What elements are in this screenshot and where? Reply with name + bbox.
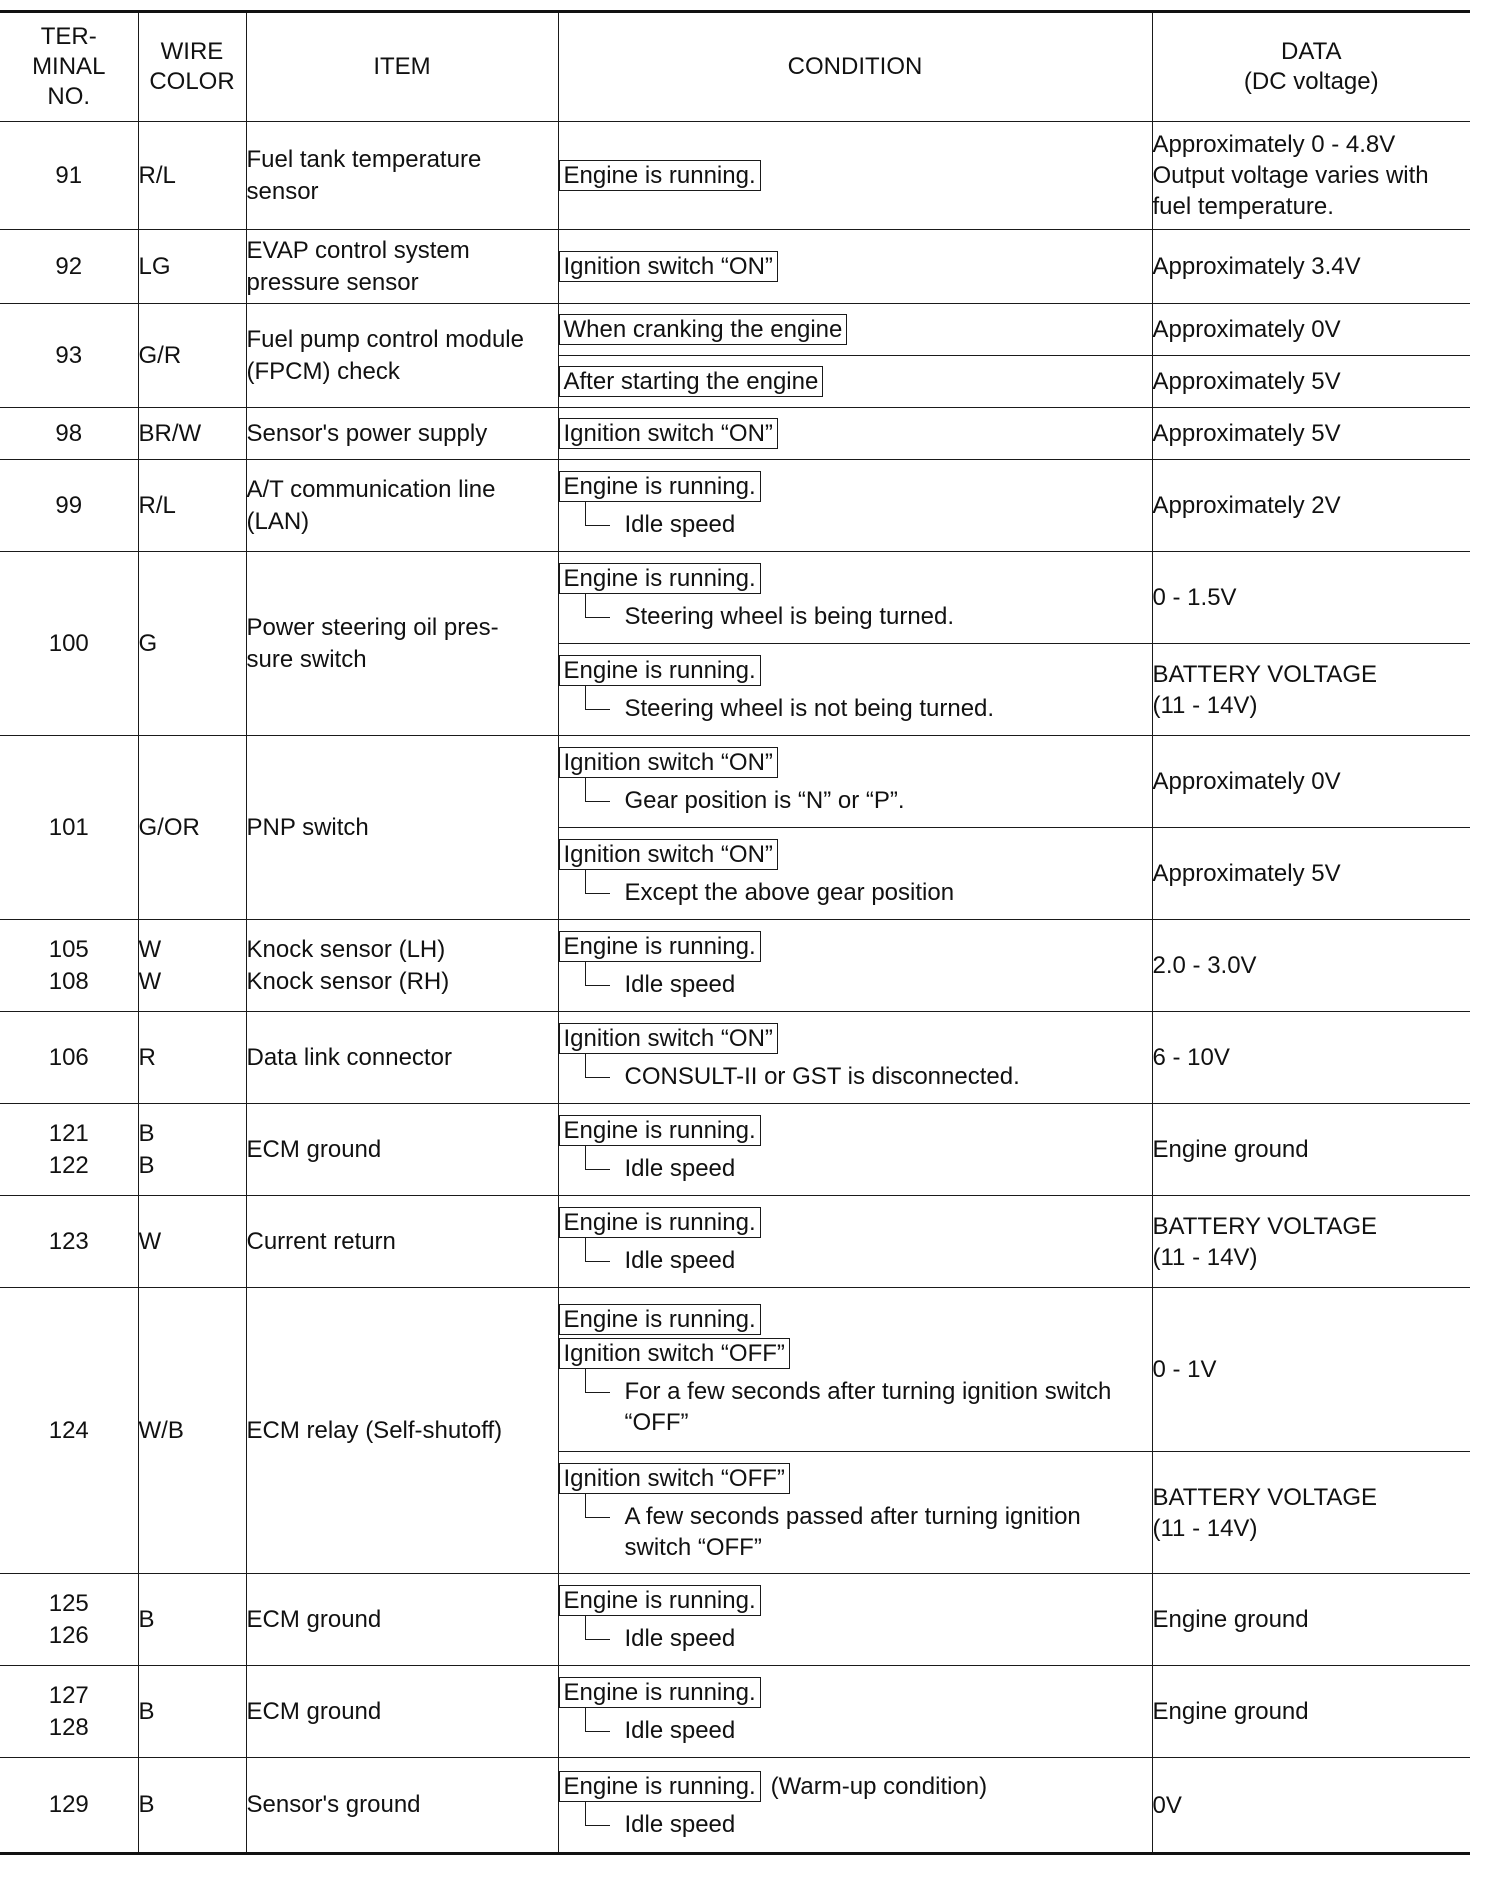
condition-cell xyxy=(558,1104,1152,1196)
condition-cell xyxy=(558,1758,1152,1854)
wire-color: W/B xyxy=(138,1288,246,1574)
terminal-number: 99 xyxy=(0,460,138,552)
condition-box: Engine is running. xyxy=(559,1115,761,1146)
sub-condition: Gear position is “N” or “P”. xyxy=(585,785,1152,816)
sub-condition: CONSULT-II or GST is disconnected. xyxy=(585,1061,1152,1092)
terminal-number: 105 108 xyxy=(0,920,138,1012)
data-value: Approximately 0 - 4.8V Output voltage varies with fuel temperature. xyxy=(1152,122,1470,230)
data-value: Approximately 5V xyxy=(1152,828,1470,920)
table-row xyxy=(0,1012,1470,1104)
item-name: ECM relay (Self-shutoff) xyxy=(246,1288,558,1574)
condition-box: Engine is running. xyxy=(559,160,761,191)
condition-cell xyxy=(558,828,1152,920)
data-value: Engine ground xyxy=(1152,1104,1470,1196)
data-value: BATTERY VOLTAGE (11 - 14V) xyxy=(1152,1196,1470,1288)
condition-box: Ignition switch “OFF” xyxy=(559,1338,790,1369)
sub-condition: Except the above gear position xyxy=(585,877,1152,908)
terminal-number: 121 122 xyxy=(0,1104,138,1196)
data-value: BATTERY VOLTAGE (11 - 14V) xyxy=(1152,644,1470,736)
data-value: 0 - 1.5V xyxy=(1152,552,1470,644)
terminal-number: 124 xyxy=(0,1288,138,1574)
condition-box: Ignition switch “ON” xyxy=(559,251,778,282)
condition-box: Engine is running. xyxy=(559,931,761,962)
condition-box: Engine is running. xyxy=(559,655,761,686)
wire-color: R/L xyxy=(138,122,246,230)
condition-cell xyxy=(558,1196,1152,1288)
item-name: Sensor's power supply xyxy=(246,408,558,460)
data-value: Engine ground xyxy=(1152,1666,1470,1758)
item-name: Current return xyxy=(246,1196,558,1288)
condition-box: Ignition switch “ON” xyxy=(559,1023,778,1054)
condition-box: Ignition switch “ON” xyxy=(559,839,778,870)
data-value: Engine ground xyxy=(1152,1574,1470,1666)
table-row xyxy=(0,1196,1470,1288)
item-name: Power steering oil pres- sure switch xyxy=(246,552,558,736)
terminal-number: 98 xyxy=(0,408,138,460)
data-value: 6 - 10V xyxy=(1152,1012,1470,1104)
terminal-number: 129 xyxy=(0,1758,138,1854)
condition-cell xyxy=(558,1012,1152,1104)
condition-cell xyxy=(558,1288,1152,1452)
condition-cell xyxy=(558,230,1152,304)
terminal-number: 101 xyxy=(0,736,138,920)
data-value: Approximately 0V xyxy=(1152,736,1470,828)
condition-cell xyxy=(558,1666,1152,1758)
wire-color: G/OR xyxy=(138,736,246,920)
wire-color: BR/W xyxy=(138,408,246,460)
wire-color: W xyxy=(138,1196,246,1288)
table-header-row xyxy=(0,12,1470,122)
terminal-number: 127 128 xyxy=(0,1666,138,1758)
data-value: 0 - 1V xyxy=(1152,1288,1470,1452)
wire-color: B xyxy=(138,1574,246,1666)
item-name: ECM ground xyxy=(246,1574,558,1666)
header-data: DATA (DC voltage) xyxy=(1152,12,1470,122)
header-terminal-no: TER- MINAL NO. xyxy=(0,12,138,122)
terminal-number: 100 xyxy=(0,552,138,736)
condition-cell xyxy=(558,460,1152,552)
condition-box: Ignition switch “ON” xyxy=(559,747,778,778)
wire-color: B xyxy=(138,1758,246,1854)
data-value: 0V xyxy=(1152,1758,1470,1854)
wire-color: LG xyxy=(138,230,246,304)
condition-box: Engine is running. xyxy=(559,1304,761,1335)
table-row xyxy=(0,736,1470,828)
condition-cell xyxy=(558,356,1152,408)
condition-box: Engine is running. xyxy=(559,1771,761,1802)
table-row xyxy=(0,1104,1470,1196)
terminal-number: 91 xyxy=(0,122,138,230)
wire-color: B B xyxy=(138,1104,246,1196)
condition-box: Engine is running. xyxy=(559,1207,761,1238)
table-row xyxy=(0,230,1470,304)
sub-condition: A few seconds passed after turning ignition switch “OFF” xyxy=(585,1501,1152,1563)
condition-cell xyxy=(558,122,1152,230)
header-item: ITEM xyxy=(246,12,558,122)
condition-box: Ignition switch “ON” xyxy=(559,418,778,449)
table-row xyxy=(0,1758,1470,1854)
table-row xyxy=(0,304,1470,356)
table-row xyxy=(0,122,1470,230)
item-name: EVAP control system pressure sensor xyxy=(246,230,558,304)
condition-box: Engine is running. xyxy=(559,563,761,594)
data-value: Approximately 3.4V xyxy=(1152,230,1470,304)
table-row xyxy=(0,1288,1470,1452)
condition-box: Engine is running. xyxy=(559,471,761,502)
terminal-number: 93 xyxy=(0,304,138,408)
sub-condition: Idle speed xyxy=(585,1715,1152,1746)
terminal-number: 125 126 xyxy=(0,1574,138,1666)
header-wire-color: WIRE COLOR xyxy=(138,12,246,122)
terminal-number: 123 xyxy=(0,1196,138,1288)
condition-box: Engine is running. xyxy=(559,1677,761,1708)
condition-box: After starting the engine xyxy=(559,366,824,397)
condition-cell xyxy=(558,552,1152,644)
condition-cell xyxy=(558,408,1152,460)
sub-condition: Idle speed xyxy=(585,1809,1152,1840)
condition-box: When cranking the engine xyxy=(559,314,848,345)
sub-condition: Steering wheel is not being turned. xyxy=(585,693,1152,724)
terminal-number: 92 xyxy=(0,230,138,304)
table-row xyxy=(0,460,1470,552)
sub-condition: For a few seconds after turning ignition switch “OFF” xyxy=(585,1376,1152,1438)
table-row xyxy=(0,1666,1470,1758)
sub-condition: Idle speed xyxy=(585,1623,1152,1654)
item-name: Fuel pump control module (FPCM) check xyxy=(246,304,558,408)
data-value: Approximately 0V xyxy=(1152,304,1470,356)
table-row xyxy=(0,1574,1470,1666)
data-value: 2.0 - 3.0V xyxy=(1152,920,1470,1012)
condition-cell xyxy=(558,1452,1152,1574)
condition-cell xyxy=(558,920,1152,1012)
condition-cell xyxy=(558,1574,1152,1666)
sub-condition: Idle speed xyxy=(585,1245,1152,1276)
table-row xyxy=(0,552,1470,644)
wire-color: R/L xyxy=(138,460,246,552)
condition-cell xyxy=(558,304,1152,356)
item-name: Fuel tank temperature sensor xyxy=(246,122,558,230)
header-condition: CONDITION xyxy=(558,12,1152,122)
item-name: ECM ground xyxy=(246,1666,558,1758)
sub-condition: Idle speed xyxy=(585,1153,1152,1184)
table-row xyxy=(0,408,1470,460)
wire-color: G xyxy=(138,552,246,736)
item-name: Data link connector xyxy=(246,1012,558,1104)
condition-box: Engine is running. xyxy=(559,1585,761,1616)
data-value: Approximately 5V xyxy=(1152,408,1470,460)
condition-note: (Warm-up condition) xyxy=(770,1772,988,1800)
condition-box: Ignition switch “OFF” xyxy=(559,1463,790,1494)
item-name: A/T communication line (LAN) xyxy=(246,460,558,552)
data-value: Approximately 5V xyxy=(1152,356,1470,408)
wire-color: R xyxy=(138,1012,246,1104)
item-name: Knock sensor (LH) Knock sensor (RH) xyxy=(246,920,558,1012)
sub-condition: Steering wheel is being turned. xyxy=(585,601,1152,632)
data-value: Approximately 2V xyxy=(1152,460,1470,552)
wire-color: B xyxy=(138,1666,246,1758)
table-row xyxy=(0,920,1470,1012)
item-name: Sensor's ground xyxy=(246,1758,558,1854)
terminal-number: 106 xyxy=(0,1012,138,1104)
condition-cell xyxy=(558,644,1152,736)
sub-condition: Idle speed xyxy=(585,969,1152,1000)
item-name: ECM ground xyxy=(246,1104,558,1196)
sub-condition: Idle speed xyxy=(585,509,1152,540)
condition-cell xyxy=(558,736,1152,828)
data-value: BATTERY VOLTAGE (11 - 14V) xyxy=(1152,1452,1470,1574)
item-name: PNP switch xyxy=(246,736,558,920)
wire-color: W W xyxy=(138,920,246,1012)
wire-color: G/R xyxy=(138,304,246,408)
ecm-terminal-table xyxy=(0,10,1470,1855)
